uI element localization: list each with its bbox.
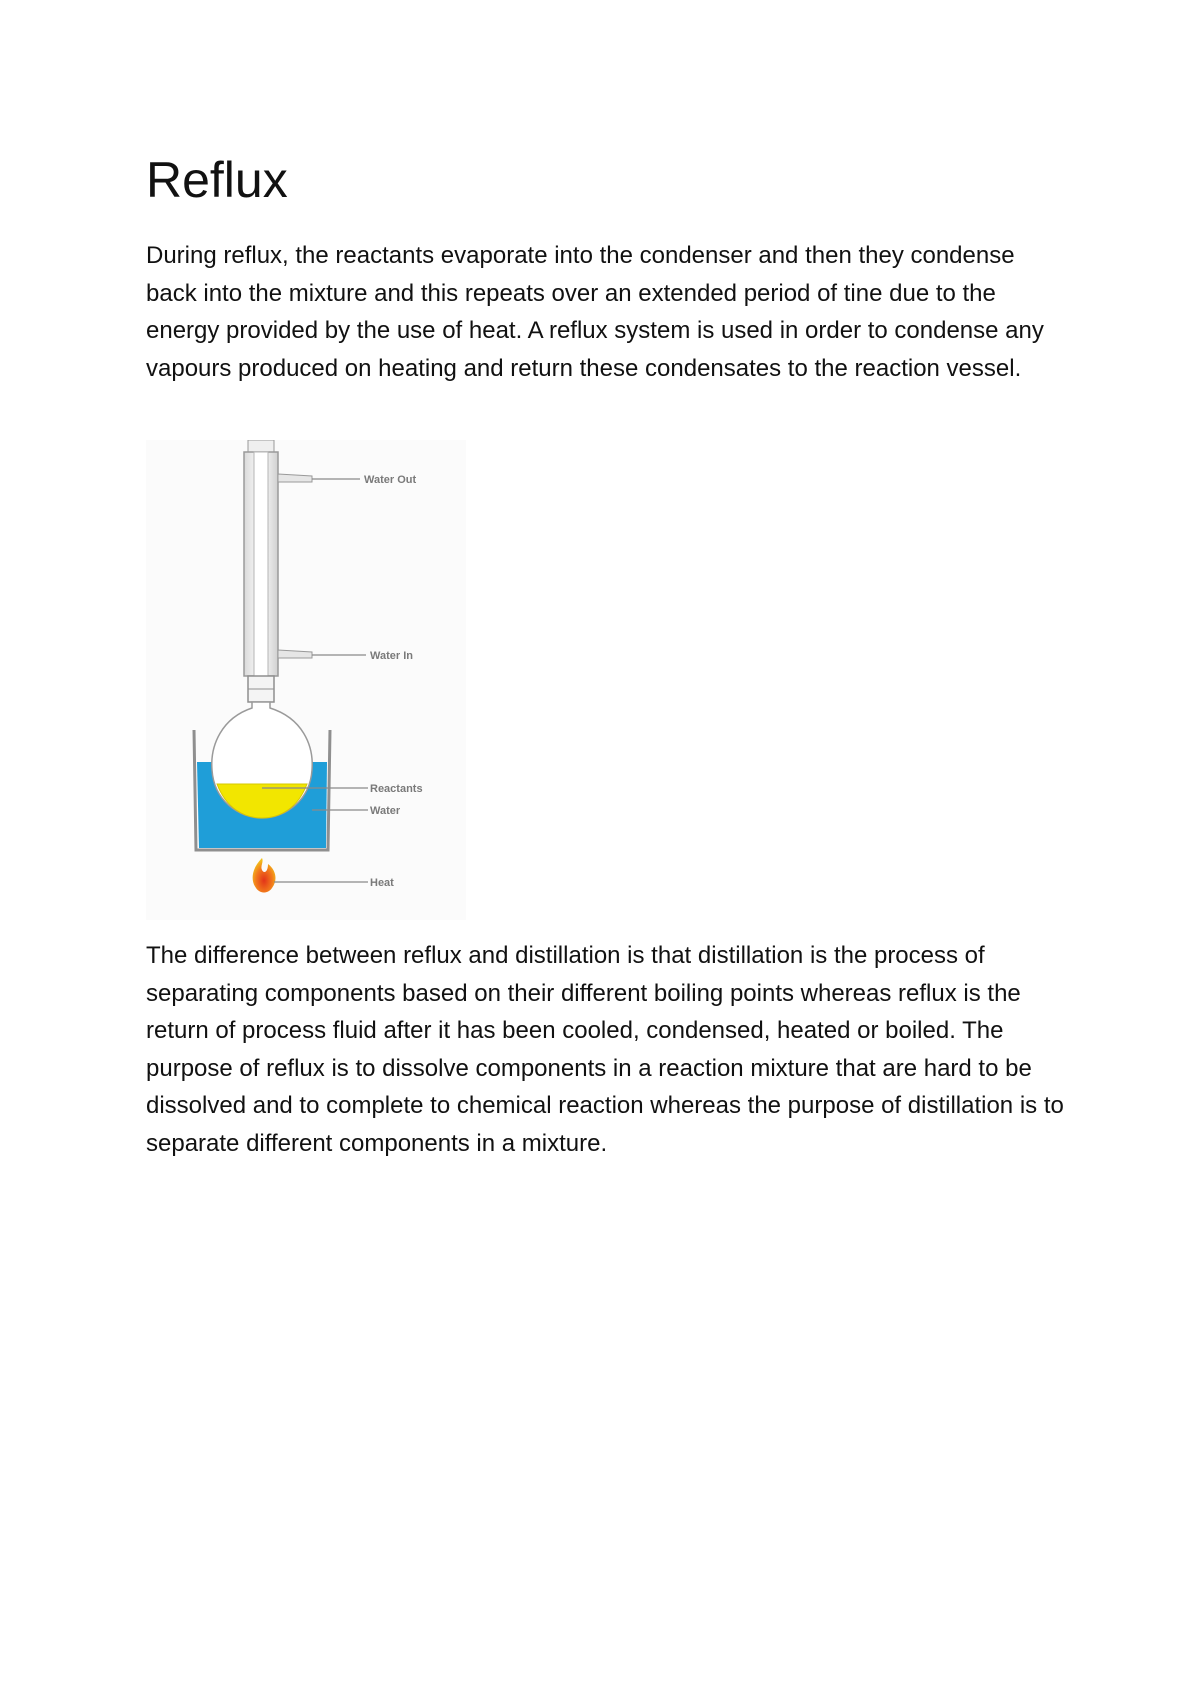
label-heat: Heat	[370, 877, 394, 889]
condenser-inner-tube	[254, 452, 268, 676]
document-title: Reflux	[146, 152, 288, 208]
label-reactants: Reactants	[370, 783, 423, 795]
water-out-arm	[278, 474, 312, 482]
paragraph-reflux-vs-distillation: The difference between reflux and distillation is that distillation is the process of separating components based on their different boiling points whereas reflux is the return of process fluid after it has been cooled, condensed, heated or boiled. The purpose of reflux is to dissolve components in a reaction mixture that are hard to be dissolved and to complete to chemical reaction whereas the purpose of distillation is to separate different components in a mixture.	[146, 942, 1064, 1157]
label-water: Water	[370, 805, 401, 817]
reflux-apparatus-diagram	[146, 440, 466, 920]
paragraph-reflux-description: During reflux, the reactants evaporate into the condenser and then they condense back into the mixture and this repeats over an extended period of tine due to the energy provided by the use of heat. A reflux system is used in order to condense any vapours produced on heating and return these condensates to the reaction vessel.	[146, 242, 1044, 382]
reflux-apparatus-svg	[146, 440, 466, 920]
condenser-top-cap	[248, 440, 274, 452]
label-water-out: Water Out	[364, 474, 417, 486]
water-in-arm	[278, 650, 312, 658]
label-water-in: Water In	[370, 650, 413, 662]
